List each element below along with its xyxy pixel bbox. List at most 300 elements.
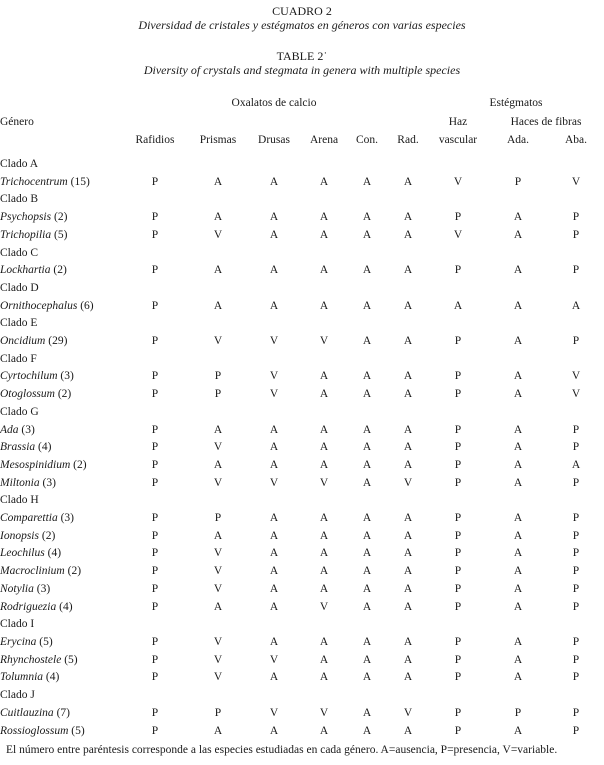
genus-name: Erycina: [0, 635, 37, 648]
value-cell: A: [319, 565, 329, 578]
column-header: Rad.: [397, 134, 419, 147]
value-cell: A: [269, 671, 279, 684]
header-haz: Haz: [448, 116, 468, 129]
value-cell: P: [454, 600, 462, 613]
value-cell: A: [513, 476, 523, 489]
value-cell: A: [403, 228, 413, 241]
species-count: (2): [53, 211, 68, 224]
value-cell: A: [403, 423, 413, 436]
value-cell: P: [151, 529, 159, 542]
value-cell: A: [319, 671, 329, 684]
genus-cell: [0, 723, 120, 741]
genus-cell: [0, 227, 120, 245]
value-cell: P: [454, 335, 462, 348]
value-cell: A: [269, 175, 279, 188]
value-cell: V: [213, 653, 223, 666]
value-cell: P: [151, 299, 159, 312]
clade-label: Clado A: [0, 158, 39, 170]
value-cell: A: [403, 512, 413, 525]
value-cell: V: [213, 547, 223, 560]
value-cell: A: [213, 423, 223, 436]
value-cell: A: [513, 565, 523, 578]
genus-cell: [0, 634, 120, 652]
value-cell: A: [362, 264, 372, 277]
species-count: (5): [71, 724, 85, 737]
value-cell: A: [269, 635, 279, 648]
genus-name: Ada: [0, 423, 19, 436]
value-cell: A: [513, 370, 523, 383]
genus-cell: [0, 262, 120, 280]
value-cell: P: [151, 264, 159, 277]
header-estegmatos: Estégmatos: [489, 97, 543, 110]
value-cell: P: [454, 211, 462, 224]
value-cell: A: [319, 423, 329, 436]
value-cell: P: [151, 706, 159, 719]
value-cell: P: [151, 370, 159, 383]
species-count: (4): [45, 671, 60, 684]
value-cell: A: [213, 724, 223, 737]
header-vascular: vascular: [438, 134, 478, 147]
value-cell: P: [454, 635, 462, 648]
value-cell: A: [319, 175, 329, 188]
value-cell: P: [454, 476, 462, 489]
value-cell: P: [151, 547, 159, 560]
species-count: (3): [60, 512, 75, 525]
value-cell: P: [151, 335, 159, 348]
value-cell: V: [319, 335, 329, 348]
species-count: (2): [73, 458, 87, 471]
value-cell: V: [213, 671, 223, 684]
value-cell: A: [513, 724, 523, 737]
value-cell: P: [572, 671, 580, 684]
clade-row: [0, 616, 604, 634]
value-cell: A: [362, 458, 372, 471]
header-haces-fibras: Haces de fibras: [510, 116, 582, 129]
value-cell: V: [213, 228, 223, 241]
column-header: Arena: [309, 134, 339, 147]
table-row: [0, 563, 604, 581]
species-count: (5): [54, 228, 68, 241]
value-cell: P: [454, 671, 462, 684]
value-cell: A: [269, 582, 279, 595]
value-cell: P: [151, 600, 159, 613]
value-cell: A: [362, 423, 372, 436]
data-table: [0, 94, 604, 740]
value-cell: A: [513, 635, 523, 648]
clade-row: [0, 404, 604, 422]
genus-cell: [0, 705, 120, 723]
clade-row: [0, 191, 604, 209]
value-cell: V: [213, 635, 223, 648]
value-cell: A: [319, 299, 329, 312]
genus-cell: [0, 563, 120, 581]
table-caption-en: Diversity of crystals and stegmata in genera with multiple species: [143, 63, 461, 77]
clade-row: [0, 492, 604, 510]
value-cell: A: [513, 458, 523, 471]
header-aba: Aba.: [564, 134, 588, 147]
value-cell: A: [513, 547, 523, 560]
value-cell: A: [403, 175, 413, 188]
value-cell: A: [319, 724, 329, 737]
value-cell: P: [572, 335, 580, 348]
genus-name: Rodriguezia: [0, 600, 57, 613]
species-count: (3): [60, 370, 74, 383]
value-cell: A: [213, 529, 223, 542]
value-cell: A: [403, 529, 413, 542]
value-cell: V: [269, 335, 279, 348]
value-cell: V: [269, 653, 279, 666]
value-cell: A: [362, 671, 372, 684]
value-cell: A: [362, 635, 372, 648]
value-cell: P: [454, 441, 462, 454]
clade-label: Clado H: [0, 494, 39, 507]
header-genero: Género: [0, 116, 34, 129]
clade-row: [0, 156, 604, 174]
genus-name: Cyrtochilum: [0, 370, 58, 383]
genus-name: Tolumnia: [0, 671, 44, 684]
value-cell: P: [454, 264, 462, 277]
value-cell: V: [453, 228, 463, 241]
value-cell: A: [269, 458, 279, 471]
column-header: Con.: [355, 134, 379, 147]
genus-name: Ornithocephalus: [0, 299, 78, 312]
value-cell: A: [319, 264, 329, 277]
table-row: [0, 333, 604, 351]
table-row: [0, 422, 604, 440]
value-cell: A: [319, 388, 329, 401]
value-cell: P: [151, 228, 159, 241]
value-cell: A: [403, 388, 413, 401]
value-cell: A: [362, 476, 372, 489]
table-row: [0, 368, 604, 386]
genus-cell: [0, 599, 120, 617]
value-cell: A: [319, 653, 329, 666]
value-cell: V: [319, 476, 329, 489]
value-cell: A: [513, 388, 523, 401]
table-row: [0, 510, 604, 528]
value-cell: P: [151, 724, 159, 737]
value-cell: V: [269, 370, 279, 383]
value-cell: A: [269, 211, 279, 224]
value-cell: A: [453, 299, 463, 312]
genus-cell: [0, 298, 120, 316]
value-cell: A: [319, 529, 329, 542]
value-cell: A: [362, 565, 372, 578]
value-cell: A: [213, 211, 223, 224]
column-header: Drusas: [258, 134, 290, 147]
value-cell: A: [269, 565, 279, 578]
value-cell: V: [213, 476, 223, 489]
value-cell: P: [214, 370, 222, 383]
genus-cell: [0, 422, 120, 440]
clade-row: [0, 351, 604, 369]
column-header: Prismas: [199, 134, 237, 147]
value-cell: A: [362, 388, 372, 401]
value-cell: P: [151, 671, 159, 684]
value-cell: A: [269, 423, 279, 436]
value-cell: P: [454, 512, 462, 525]
value-cell: P: [454, 547, 462, 560]
clade-row: [0, 280, 604, 298]
value-cell: A: [403, 565, 413, 578]
value-cell: A: [513, 582, 523, 595]
value-cell: A: [213, 600, 223, 613]
value-cell: A: [269, 724, 279, 737]
clade-label: Clado E: [0, 317, 38, 330]
clade-label: Clado C: [0, 246, 39, 259]
value-cell: A: [571, 299, 581, 312]
value-cell: V: [213, 565, 223, 578]
table-row: [0, 669, 604, 687]
footnote: El número entre paréntesis corresponde a las especies estudiadas en cada género. A=ausencia, P=presencia, V=variable.: [6, 744, 558, 756]
value-cell: P: [151, 635, 159, 648]
table-row: [0, 652, 604, 670]
value-cell: P: [572, 211, 580, 224]
value-cell: P: [572, 565, 580, 578]
value-cell: P: [572, 476, 580, 489]
species-count: (2): [67, 565, 82, 578]
table-row: [0, 174, 604, 192]
species-count: (3): [36, 582, 51, 595]
table-number-es: CUADRO 2: [272, 4, 332, 18]
value-cell: A: [362, 512, 372, 525]
value-cell: V: [213, 441, 223, 454]
genus-cell: [0, 457, 120, 475]
table-row: [0, 581, 604, 599]
value-cell: P: [214, 388, 222, 401]
table-row: [0, 634, 604, 652]
table-row: [0, 227, 604, 245]
value-cell: V: [403, 476, 413, 489]
genus-name: Comparettia: [0, 512, 58, 525]
value-cell: P: [572, 600, 580, 613]
table-row: [0, 705, 604, 723]
value-cell: P: [454, 653, 462, 666]
header-oxalatos: Oxalatos de calcio: [231, 97, 317, 110]
value-cell: A: [403, 335, 413, 348]
species-count: (15): [70, 175, 90, 188]
genus-name: Notylia: [0, 582, 34, 595]
clade-label: Clado J: [0, 689, 35, 702]
clade-label: Clado I: [0, 618, 35, 631]
value-cell: V: [453, 175, 463, 188]
value-cell: P: [572, 441, 580, 454]
species-count: (6): [80, 299, 94, 312]
value-cell: P: [214, 512, 222, 525]
value-cell: A: [513, 529, 523, 542]
table-row: [0, 528, 604, 546]
value-cell: P: [572, 529, 580, 542]
value-cell: A: [269, 529, 279, 542]
value-cell: V: [269, 706, 279, 719]
value-cell: P: [572, 264, 580, 277]
value-cell: A: [319, 582, 329, 595]
genus-cell: [0, 510, 120, 528]
value-cell: V: [571, 175, 581, 188]
genus-cell: [0, 545, 120, 563]
table-row: [0, 298, 604, 316]
species-count: (5): [64, 653, 78, 666]
value-cell: A: [513, 211, 523, 224]
value-cell: A: [362, 653, 372, 666]
value-cell: P: [214, 706, 222, 719]
value-cell: P: [454, 423, 462, 436]
value-cell: A: [319, 635, 329, 648]
value-cell: P: [151, 441, 159, 454]
value-cell: P: [151, 512, 159, 525]
value-cell: A: [403, 635, 413, 648]
value-cell: A: [269, 441, 279, 454]
clade-label: Clado B: [0, 193, 39, 206]
value-cell: A: [403, 653, 413, 666]
species-count: (4): [59, 600, 73, 613]
value-cell: A: [213, 175, 223, 188]
value-cell: A: [319, 512, 329, 525]
value-cell: P: [151, 476, 159, 489]
species-count: (5): [39, 635, 53, 648]
value-cell: A: [362, 175, 372, 188]
value-cell: V: [571, 388, 581, 401]
genus-name: Lockhartia: [0, 264, 51, 277]
genus-name: Leochilus: [0, 547, 45, 560]
value-cell: P: [572, 228, 580, 241]
clade-row: [0, 315, 604, 333]
value-cell: A: [513, 299, 523, 312]
value-cell: P: [151, 582, 159, 595]
genus-cell: [0, 174, 120, 192]
value-cell: A: [269, 512, 279, 525]
value-cell: A: [319, 228, 329, 241]
species-count: (3): [42, 476, 56, 489]
genus-name: Oncidium: [0, 335, 46, 348]
genus-name: Macroclinium: [0, 565, 65, 578]
value-cell: A: [513, 228, 523, 241]
header-ada: Ada.: [506, 134, 530, 147]
value-cell: A: [362, 724, 372, 737]
value-cell: A: [319, 458, 329, 471]
value-cell: A: [362, 600, 372, 613]
table-row: [0, 457, 604, 475]
value-cell: P: [454, 724, 462, 737]
value-cell: A: [269, 264, 279, 277]
value-cell: A: [319, 547, 329, 560]
genus-name: Otoglossum: [0, 388, 55, 401]
column-header: Rafidios: [135, 134, 175, 147]
clade-row: [0, 245, 604, 263]
value-cell: P: [151, 458, 159, 471]
genus-cell: [0, 209, 120, 227]
value-cell: P: [151, 175, 159, 188]
genus-name: Miltonia: [0, 476, 40, 489]
value-cell: A: [362, 582, 372, 595]
table-number-en: TABLE 2˙: [276, 49, 328, 63]
genus-cell: [0, 333, 120, 351]
value-cell: A: [403, 264, 413, 277]
value-cell: A: [403, 547, 413, 560]
value-cell: A: [513, 671, 523, 684]
value-cell: A: [269, 228, 279, 241]
genus-name: Brassia: [0, 441, 36, 454]
value-cell: P: [151, 653, 159, 666]
value-cell: A: [403, 724, 413, 737]
genus-name: Psychopsis: [0, 211, 52, 224]
value-cell: A: [213, 458, 223, 471]
species-count: (2): [57, 388, 72, 401]
value-cell: P: [572, 724, 580, 737]
table-row: [0, 386, 604, 404]
genus-name: Trichopilia: [0, 228, 52, 241]
value-cell: V: [571, 370, 581, 383]
genus-cell: [0, 386, 120, 404]
genus-cell: [0, 652, 120, 670]
table-caption-es: Diversidad de cristales y estégmatos en géneros con varias especies: [138, 18, 466, 32]
value-cell: V: [269, 476, 279, 489]
value-cell: A: [403, 600, 413, 613]
genus-cell: [0, 669, 120, 687]
value-cell: A: [403, 441, 413, 454]
value-cell: A: [362, 228, 372, 241]
value-cell: P: [572, 653, 580, 666]
species-count: (3): [21, 423, 35, 436]
value-cell: P: [151, 423, 159, 436]
value-cell: V: [403, 706, 413, 719]
value-cell: A: [513, 441, 523, 454]
genus-name: Trichocentrum: [0, 175, 68, 188]
value-cell: P: [454, 370, 462, 383]
genus-cell: [0, 528, 120, 546]
table-row: [0, 545, 604, 563]
value-cell: A: [319, 370, 329, 383]
value-cell: A: [403, 671, 413, 684]
value-cell: V: [269, 388, 279, 401]
species-count: (4): [47, 547, 62, 560]
value-cell: V: [213, 582, 223, 595]
value-cell: P: [514, 175, 522, 188]
species-count: (2): [41, 529, 56, 542]
value-cell: A: [362, 529, 372, 542]
clade-label: Clado D: [0, 281, 39, 294]
value-cell: P: [572, 706, 580, 719]
value-cell: V: [213, 335, 223, 348]
value-cell: A: [513, 512, 523, 525]
value-cell: V: [319, 600, 329, 613]
table-row: [0, 599, 604, 617]
value-cell: A: [513, 335, 523, 348]
value-cell: A: [362, 335, 372, 348]
value-cell: A: [362, 706, 372, 719]
value-cell: A: [269, 547, 279, 560]
value-cell: A: [319, 441, 329, 454]
value-cell: P: [454, 458, 462, 471]
value-cell: V: [319, 706, 329, 719]
value-cell: A: [362, 299, 372, 312]
value-cell: P: [454, 706, 462, 719]
value-cell: A: [513, 264, 523, 277]
value-cell: P: [572, 423, 580, 436]
value-cell: A: [513, 653, 523, 666]
value-cell: A: [403, 458, 413, 471]
genus-name: Rossioglossum: [0, 724, 69, 737]
table-row: [0, 439, 604, 457]
value-cell: A: [403, 299, 413, 312]
table-body: [0, 156, 604, 740]
value-cell: P: [572, 582, 580, 595]
genus-name: Ionopsis: [0, 529, 39, 542]
value-cell: A: [213, 264, 223, 277]
clade-label: Clado F: [0, 352, 37, 365]
genus-cell: [0, 475, 120, 493]
value-cell: A: [403, 582, 413, 595]
